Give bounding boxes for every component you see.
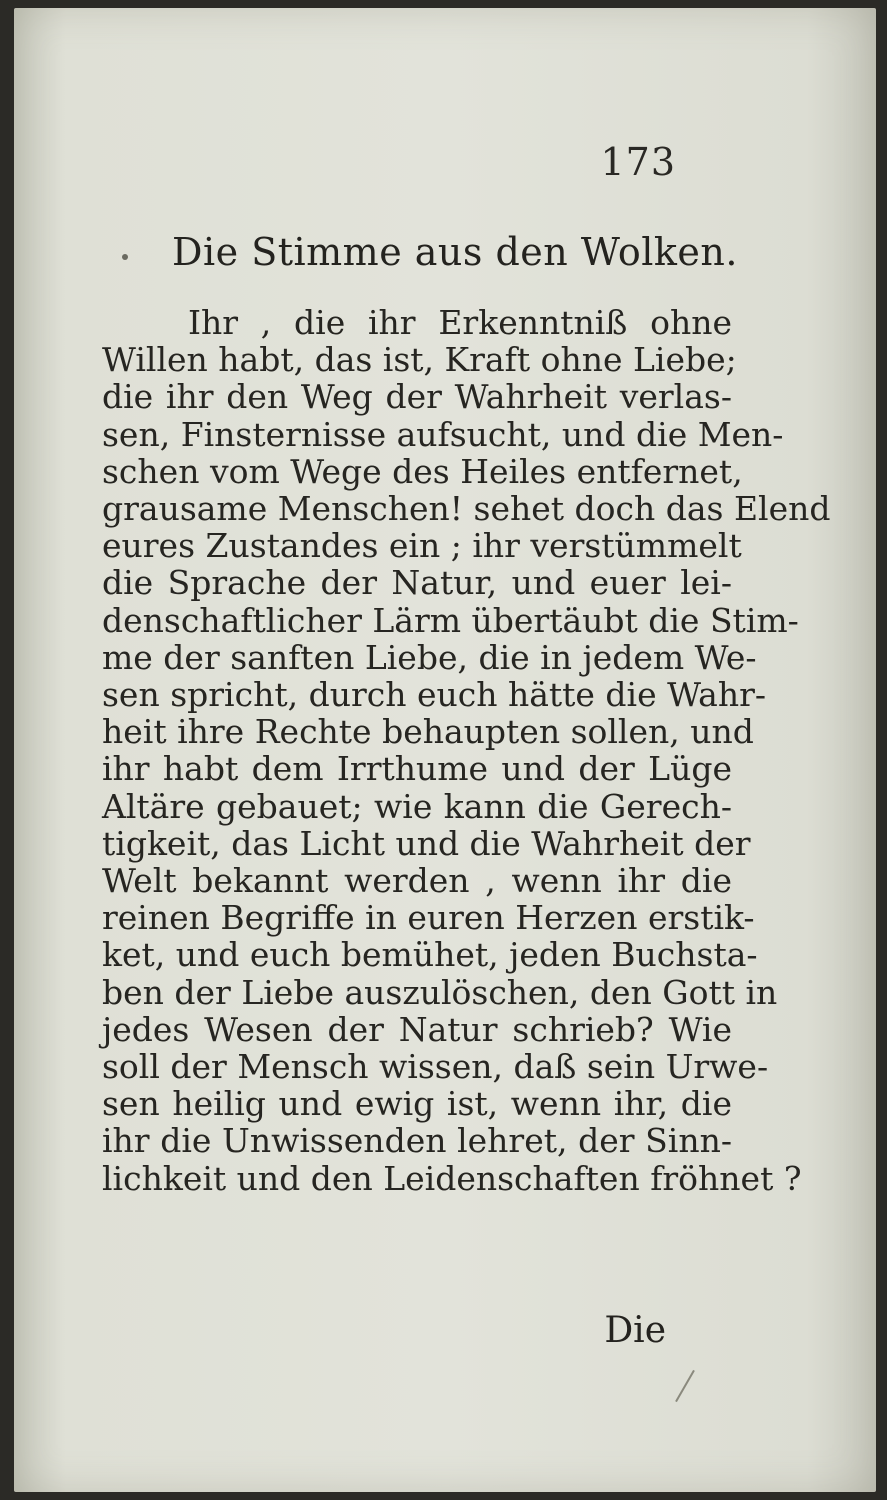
text-line: Willen habt, das ist, Kraft ohne Liebe; (102, 340, 737, 380)
page-number: 173 (600, 140, 676, 184)
text-line: eures Zustandes ein ; ihr verstümmelt (102, 526, 742, 566)
text-line: schen vom Wege des Heiles entfernet, (102, 451, 743, 491)
paper-scratch (675, 1370, 695, 1402)
text-line: Ihr , die ihr Erkenntniß ohne (188, 303, 732, 342)
text-line: sen heilig und ewig ist, wenn ihr, die (102, 1084, 732, 1124)
text-line: jedes Wesen der Natur schrieb? Wie (102, 1009, 732, 1049)
text-line: lichkeit und den Leidenschaften fröhnet ? (102, 1158, 802, 1198)
text-line: Altäre gebauet; wie kann die Gerech- (102, 786, 732, 826)
text-line: ihr die Unwissenden lehret, der Sinn- (102, 1121, 732, 1161)
text-line: ket, und euch bemühet, jeden Buchsta- (102, 935, 758, 975)
text-line: Welt bekannt werden , wenn ihr die (102, 861, 732, 901)
catchword: Die (604, 1310, 666, 1351)
text-line: die Sprache der Natur, und euer lei- (102, 563, 732, 603)
text-line: sen spricht, durch euch hätte die Wahr- (102, 675, 767, 715)
text-line: sen, Finsternisse aufsucht, und die Men- (102, 414, 784, 454)
ink-spot (122, 254, 128, 260)
body-text (102, 303, 831, 1198)
text-line: tigkeit, das Licht und die Wahrheit der (102, 823, 751, 863)
text-line: ihr habt dem Irrthume und der Lüge (102, 749, 732, 789)
text-line: denschaftlicher Lärm übertäubt die Stim- (102, 600, 799, 640)
section-title: Die Stimme aus den Wolken. (172, 230, 738, 274)
text-line: me der sanften Liebe, die in jedem We- (102, 637, 757, 677)
text-line: heit ihre Rechte behaupten sollen, und (102, 712, 754, 752)
text-line: ben der Liebe auszulöschen, den Gott in (102, 972, 778, 1012)
text-line: soll der Mensch wissen, daß sein Urwe- (102, 1047, 769, 1087)
text-line: grausame Menschen! sehet doch das Elend (102, 489, 831, 529)
book-page (14, 8, 876, 1492)
text-line: reinen Begriffe in euren Herzen erstik- (102, 898, 755, 938)
text-line: die ihr den Weg der Wahrheit verlas- (102, 377, 732, 417)
